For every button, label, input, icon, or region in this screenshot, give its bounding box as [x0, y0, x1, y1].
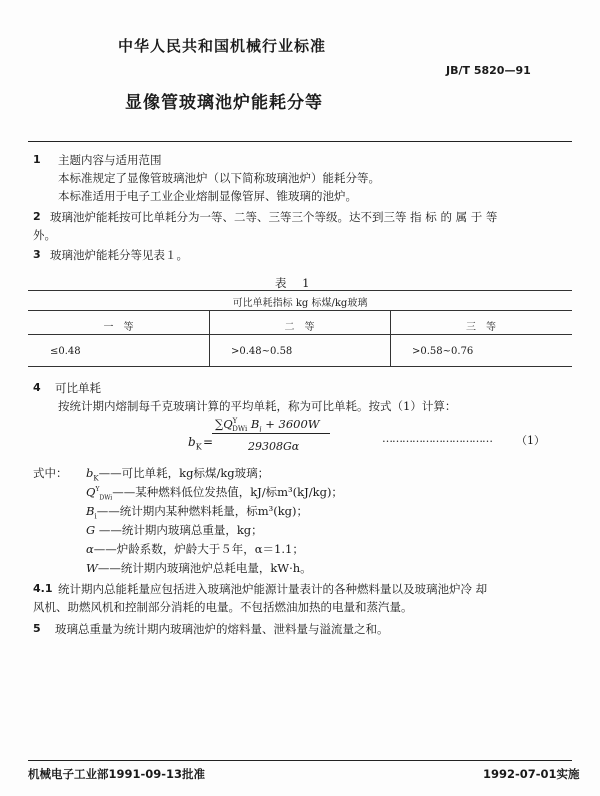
section-1-number: 1 — [33, 153, 41, 166]
section-3-text: 玻璃池炉能耗分等见表１。 — [50, 248, 188, 262]
table-header-divider — [28, 310, 572, 311]
definition-B: $B_i——$统计期内某种燃料耗量，标m³(kg)； — [86, 504, 309, 521]
table-row-divider — [28, 334, 572, 335]
section-4-title: 可比单耗 — [55, 381, 101, 395]
table-1-caption: 表 1 — [275, 276, 316, 290]
formula-numerator: $\sum Q^Y_{DWi}$ $B_i + 3600W$ — [215, 417, 320, 434]
header-rule — [28, 141, 572, 142]
formula-number: （1） — [516, 434, 545, 447]
section-2-line-1: 玻璃池炉能耗按可比单耗分为一等、二等、三等三个等级。达不到三等 指 标 的 属 于 等 — [50, 210, 498, 224]
section-2-number: 2 — [33, 210, 41, 223]
energy-grade-table — [28, 290, 572, 368]
table-value-grade-1: ≤0.48 — [50, 346, 81, 357]
definition-W: W——统计期内玻璃池炉总耗电量，kW·h。 — [86, 561, 312, 575]
section-5-text: 玻璃总重量为统计期内玻璃池炉的熔料量、泄料量与溢流量之和。 — [55, 622, 389, 636]
definition-G: G ——统计期内玻璃总重量，kg； — [86, 523, 263, 537]
where-label: 式中： — [33, 466, 68, 480]
table-col-grade-3: 三 等 — [466, 322, 496, 333]
definition-Q: $Q^Y_{DWi}——$某种燃料低位发热值，kJ/标m³(kJ/kg)； — [86, 485, 343, 502]
section-1-paragraph-1: 本标准规定了显像管玻璃池炉（以下简称玻璃池炉）能耗分等。 — [58, 171, 380, 185]
table-col-grade-1: 一 等 — [103, 322, 134, 333]
standard-code: JB/T 5820—91 — [446, 64, 531, 77]
section-1-paragraph-2: 本标准适用于电子工业企业熔制显像管屏、锥玻璃的池炉。 — [58, 189, 357, 203]
formula-fraction-bar — [212, 433, 330, 434]
section-4-intro: 按统计期内熔制每千克玻璃计算的平均单耗，称为可比单耗。按式（1）计算： — [58, 399, 457, 413]
table-top-border — [28, 290, 572, 291]
formula-leader-dots: …………………………… — [382, 432, 492, 445]
approval-date: 机械电子工业部1991-09-13批准 — [28, 767, 206, 781]
section-4-1-line-2: 风机、助燃风机和控制部分消耗的电量。不包括燃油加热的电量和蒸汽量。 — [33, 600, 413, 614]
table-col-grade-2: 二 等 — [284, 322, 315, 333]
formula-equals: = — [203, 435, 214, 449]
table-value-grade-3: >0.58~0.76 — [412, 346, 474, 357]
section-5-number: 5 — [33, 622, 41, 635]
definition-alpha: α——炉龄系数，炉龄大于５年，α＝1.1； — [86, 542, 304, 556]
table-value-grade-2: >0.48~0.58 — [231, 346, 293, 357]
implementation-date: 1992-07-01实施 — [483, 767, 580, 781]
section-3-number: 3 — [33, 248, 41, 261]
formula-lhs: $b_K$ — [188, 435, 202, 452]
table-header-unit: 可比单耗指标 kg 标煤/kg玻璃 — [232, 298, 368, 309]
issuing-organization-title: 中华人民共和国机械行业标准 — [118, 37, 327, 55]
formula-denominator: 29308Gα — [248, 440, 300, 453]
footer-rule — [28, 760, 572, 761]
table-bottom-border — [28, 366, 572, 367]
document-title: 显像管玻璃池炉能耗分等 — [125, 93, 323, 113]
section-4-1-number: 4.1 — [33, 582, 53, 595]
section-1-title: 主题内容与适用范围 — [58, 153, 162, 167]
section-4-number: 4 — [33, 381, 41, 394]
definition-bK: $b_K——$可比单耗，kg标煤/kg玻璃； — [86, 466, 270, 483]
section-2-line-2: 外。 — [33, 228, 56, 242]
section-4-1-line-1: 统计期内总能耗量应包括进入玻璃池炉能源计量表计的各种燃料量以及玻璃池炉冷 却 — [58, 582, 488, 596]
